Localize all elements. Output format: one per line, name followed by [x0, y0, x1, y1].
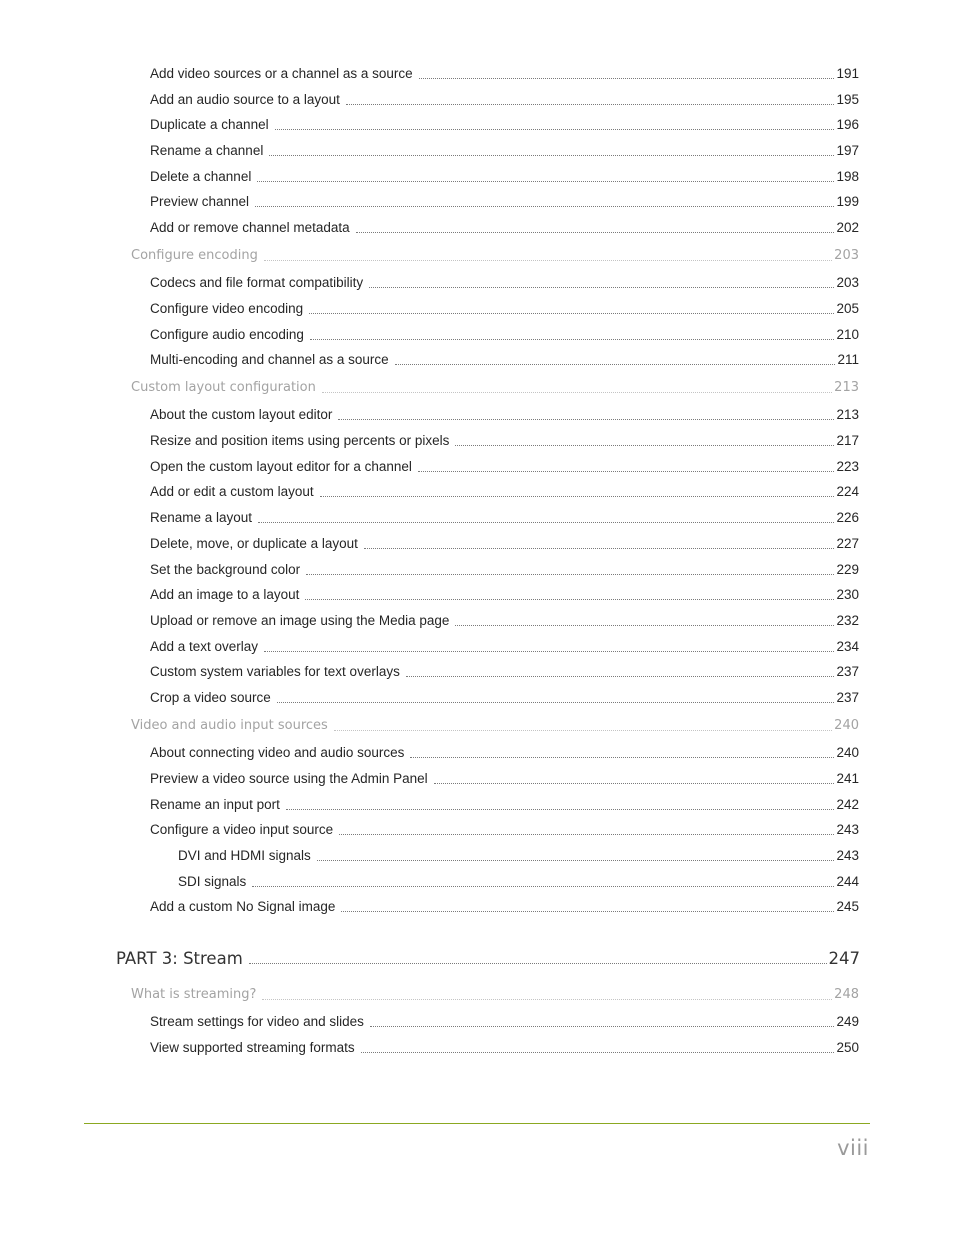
toc-subentry[interactable]: [178, 847, 859, 865]
dot-leader: [252, 886, 834, 887]
toc-entry-page: 240: [836, 745, 859, 760]
toc-entry[interactable]: [150, 770, 859, 788]
dot-leader: [258, 522, 834, 523]
toc-entry[interactable]: [150, 509, 859, 527]
dot-leader: [395, 364, 836, 365]
toc-entry[interactable]: [150, 744, 859, 762]
toc-entry-page: 237: [836, 664, 859, 679]
toc-entry[interactable]: [150, 689, 859, 707]
toc-entry-page: 203: [834, 248, 859, 263]
toc-entry[interactable]: [150, 638, 859, 656]
toc-entry-title: Rename a channel: [150, 143, 264, 158]
dot-leader: [249, 963, 827, 964]
toc-entry-title: Duplicate a channel: [150, 117, 269, 132]
toc-entry-title: Add or edit a custom layout: [150, 484, 314, 499]
toc-entry[interactable]: [150, 663, 859, 681]
toc-entry-title: Add an audio source to a layout: [150, 92, 340, 107]
toc-entry-title: Rename a layout: [150, 510, 253, 525]
dot-leader: [257, 181, 834, 182]
toc-entry-page: 243: [836, 848, 859, 863]
toc-entry-page: 245: [836, 899, 859, 914]
page-number: viii: [837, 1136, 869, 1160]
toc-entry-page: 229: [836, 562, 859, 577]
toc-entry[interactable]: [150, 898, 859, 916]
toc-entry[interactable]: [150, 1039, 859, 1057]
dot-leader: [322, 392, 832, 393]
toc-entry[interactable]: [150, 796, 859, 814]
dot-leader: [369, 287, 834, 288]
toc-section-heading[interactable]: [131, 986, 859, 1004]
toc-entry[interactable]: [150, 1013, 859, 1031]
toc-entry[interactable]: [150, 219, 859, 237]
dot-leader: [410, 757, 834, 758]
toc-entry-page: 241: [836, 771, 859, 786]
toc-entry-title: Configure encoding: [131, 248, 258, 263]
dot-leader: [455, 625, 834, 626]
dot-leader: [339, 834, 834, 835]
toc-entry-page: 232: [836, 613, 859, 628]
toc-entry-title: Codecs and file format compatibility: [150, 275, 364, 290]
toc-entry[interactable]: [150, 193, 859, 211]
toc-entry-title: Configure a video input source: [150, 822, 334, 837]
toc-entry-page: 234: [836, 639, 859, 654]
dot-leader: [334, 730, 832, 731]
toc-entry[interactable]: [150, 586, 859, 604]
toc-entry-title: Multi-encoding and channel as a source: [150, 352, 389, 367]
toc-entry-title: Set the background color: [150, 562, 301, 577]
toc-entry[interactable]: [150, 91, 859, 109]
toc-entry-page: 237: [836, 690, 859, 705]
dot-leader: [320, 496, 835, 497]
toc-entry-page: 244: [836, 874, 859, 889]
toc-entry-title: SDI signals: [178, 874, 247, 889]
dot-leader: [277, 702, 835, 703]
toc-entry-page: 203: [836, 275, 859, 290]
dot-leader: [364, 548, 835, 549]
dot-leader: [346, 104, 835, 105]
toc-entry-page: 247: [828, 949, 860, 968]
toc-section-heading[interactable]: [131, 717, 859, 735]
toc-entry-title: Custom layout configuration: [131, 380, 316, 395]
dot-leader: [262, 999, 832, 1000]
dot-leader: [309, 313, 834, 314]
toc-entry-page: 202: [836, 220, 859, 235]
toc-entry-title: Preview channel: [150, 194, 250, 209]
toc-section-heading[interactable]: [131, 379, 859, 397]
dot-leader: [264, 651, 834, 652]
toc-entry-title: Crop a video source: [150, 690, 271, 705]
toc-entry-page: 213: [836, 407, 859, 422]
toc-entry[interactable]: [150, 406, 859, 424]
toc-entry-page: 226: [836, 510, 859, 525]
dot-leader: [370, 1026, 835, 1027]
toc-entry-title: Resize and position items using percents or pixels: [150, 433, 450, 448]
dot-leader: [264, 260, 832, 261]
toc-entry-title: Custom system variables for text overlays: [150, 664, 400, 679]
dot-leader: [341, 911, 834, 912]
toc-entry-page: 210: [836, 327, 859, 342]
toc-entry[interactable]: [150, 612, 859, 630]
toc-entry-title: Configure video encoding: [150, 301, 304, 316]
toc-entry-title: What is streaming?: [131, 987, 257, 1002]
toc-entry[interactable]: [150, 142, 859, 160]
dot-leader: [419, 78, 835, 79]
dot-leader: [317, 860, 835, 861]
dot-leader: [306, 574, 834, 575]
toc-entry-page: 205: [836, 301, 859, 316]
toc-entry-page: 248: [834, 987, 859, 1002]
toc-entry[interactable]: [150, 432, 859, 450]
toc-subentry[interactable]: [178, 873, 859, 891]
toc-entry-page: 223: [836, 459, 859, 474]
dot-leader: [455, 445, 834, 446]
dot-leader: [275, 129, 835, 130]
toc-entry-title: Stream settings for video and slides: [150, 1014, 364, 1029]
dot-leader: [406, 676, 835, 677]
toc-entry[interactable]: [150, 483, 859, 501]
dot-leader: [305, 599, 834, 600]
toc-entry-title: Add a custom No Signal image: [150, 899, 336, 914]
toc-entry-page: 243: [836, 822, 859, 837]
toc-entry-title: About connecting video and audio sources: [150, 745, 405, 760]
toc-entry-title: Video and audio input sources: [131, 718, 328, 733]
dot-leader: [361, 1052, 835, 1053]
toc-entry-page: 224: [836, 484, 859, 499]
toc-entry-title: Open the custom layout editor for a channel: [150, 459, 412, 474]
toc-entry-page: 198: [836, 169, 859, 184]
dot-leader: [356, 232, 835, 233]
toc-entry-title: Delete a channel: [150, 169, 252, 184]
toc-entry-page: 242: [836, 797, 859, 812]
toc-entry-page: 249: [836, 1014, 859, 1029]
toc-entry-page: 213: [834, 380, 859, 395]
toc-part-heading[interactable]: [116, 948, 860, 970]
dot-leader: [269, 155, 834, 156]
dot-leader: [286, 809, 835, 810]
toc-entry-title: Configure audio encoding: [150, 327, 304, 342]
toc-entry-page: 199: [836, 194, 859, 209]
toc-entry[interactable]: [150, 300, 859, 318]
dot-leader: [310, 339, 835, 340]
toc-entry[interactable]: [150, 116, 859, 134]
toc-entry-page: 191: [836, 66, 859, 81]
toc-entry-page: 195: [836, 92, 859, 107]
toc-entry-title: Upload or remove an image using the Media page: [150, 613, 450, 628]
toc-entry-title: Preview a video source using the Admin Panel: [150, 771, 428, 786]
toc-section-heading[interactable]: [131, 247, 859, 265]
toc-entry[interactable]: [150, 821, 859, 839]
toc-entry-page: 197: [836, 143, 859, 158]
toc-entry-title: Add or remove channel metadata: [150, 220, 350, 235]
toc-entry[interactable]: [150, 326, 859, 344]
dot-leader: [418, 471, 835, 472]
toc-entry[interactable]: [150, 535, 859, 553]
toc-entry-page: 196: [836, 117, 859, 132]
toc-entry-title: Add video sources or a channel as a source: [150, 66, 413, 81]
toc-entry[interactable]: [150, 65, 859, 83]
toc-entry[interactable]: [150, 351, 859, 369]
toc-entry-title: DVI and HDMI signals: [178, 848, 311, 863]
toc-entry-title: Add an image to a layout: [150, 587, 300, 602]
toc-entry-title: View supported streaming formats: [150, 1040, 355, 1055]
toc-entry-title: Add a text overlay: [150, 639, 259, 654]
toc-entry-page: 230: [836, 587, 859, 602]
toc-entry[interactable]: [150, 168, 859, 186]
toc-entry-title: Delete, move, or duplicate a layout: [150, 536, 358, 551]
toc-entry[interactable]: [150, 458, 859, 476]
toc-entry-page: 217: [836, 433, 859, 448]
toc-entry-title: About the custom layout editor: [150, 407, 333, 422]
toc-entry-title: PART 3: Stream: [116, 949, 243, 968]
dot-leader: [338, 419, 834, 420]
toc-entry[interactable]: [150, 274, 859, 292]
toc-entry-page: 240: [834, 718, 859, 733]
toc-entry-page: 227: [836, 536, 859, 551]
toc-entry[interactable]: [150, 561, 859, 579]
dot-leader: [434, 783, 835, 784]
toc-entry-page: 211: [837, 352, 859, 367]
footer-divider: [84, 1123, 870, 1124]
toc-entry-title: Rename an input port: [150, 797, 280, 812]
toc-entry-page: 250: [836, 1040, 859, 1055]
dot-leader: [255, 206, 834, 207]
